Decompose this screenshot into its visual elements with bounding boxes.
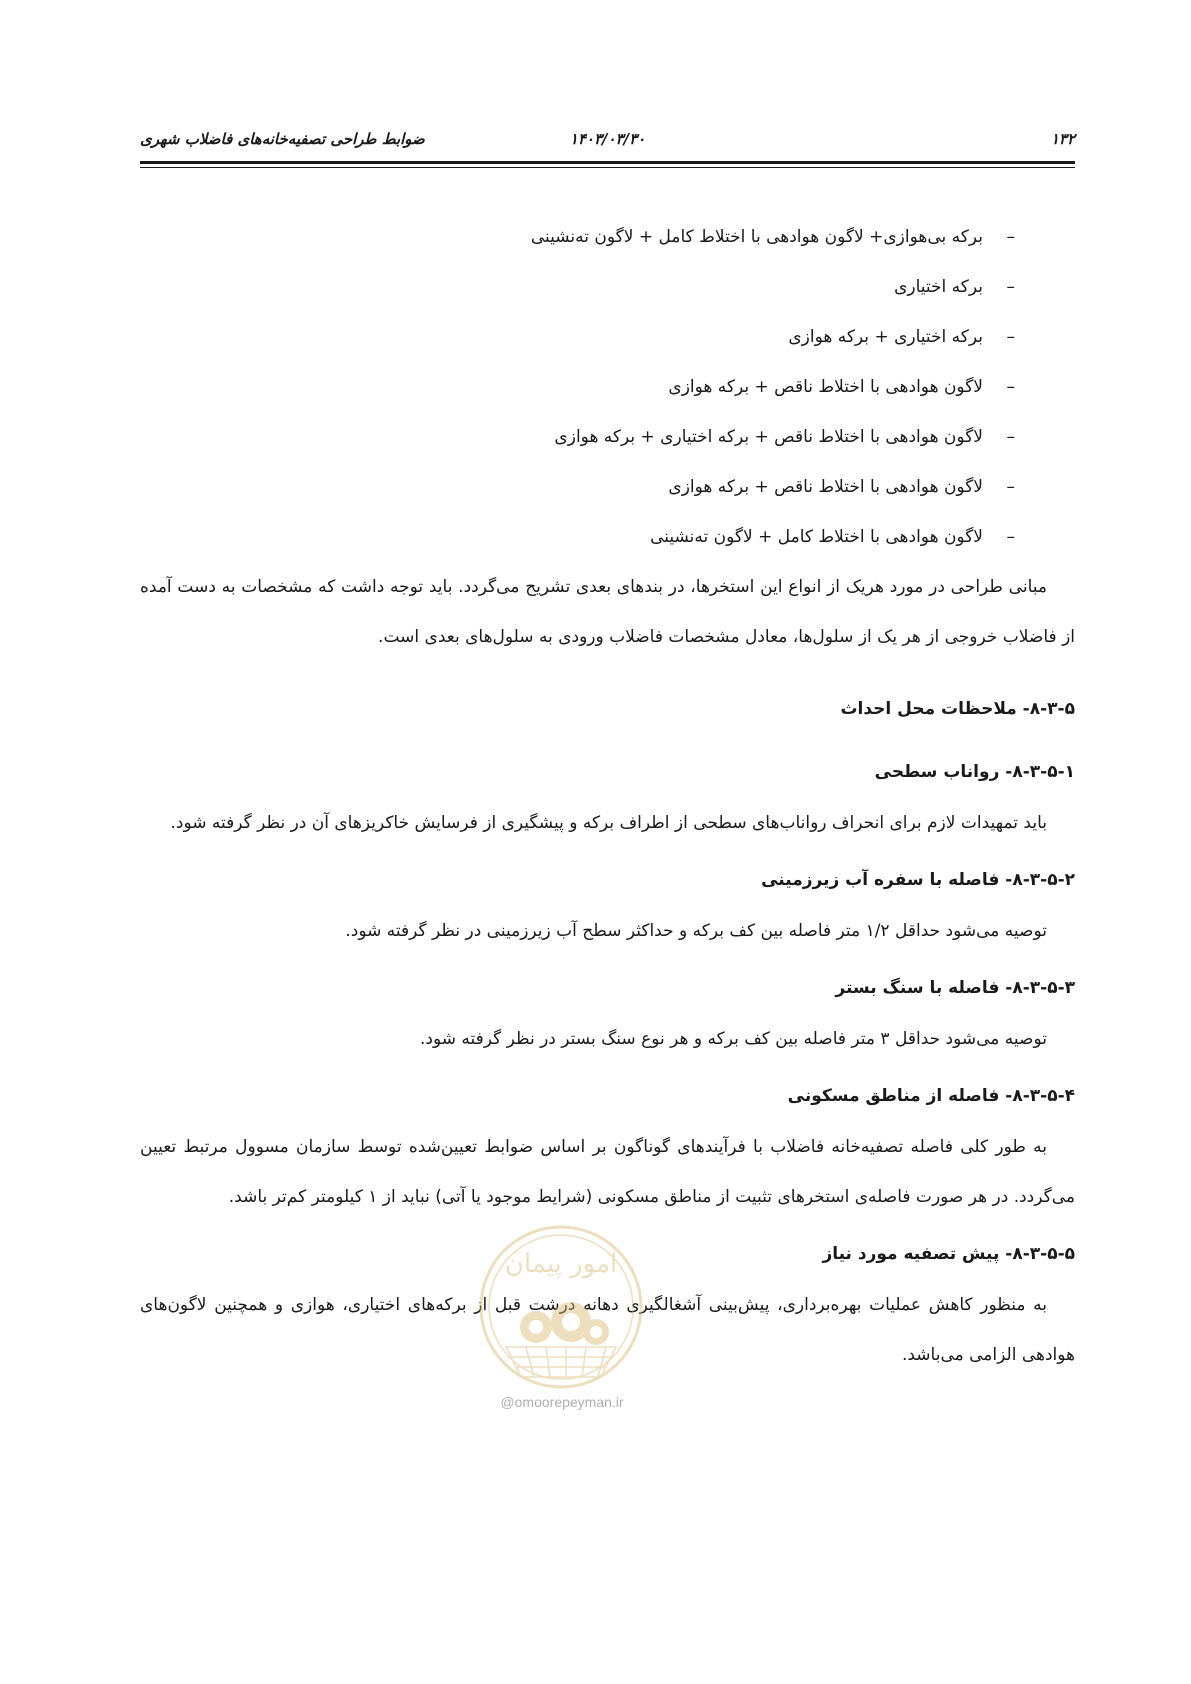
section-heading: ۸-۳-۵- ملاحظات محل احداث <box>840 699 1075 719</box>
list-item-text: برکه اختیاری <box>894 277 983 297</box>
subsection-heading: ۸-۳-۵-۲- فاصله با سفره آب زیرزمینی <box>761 870 1075 890</box>
list-item-text: لاگون هوادهی با اختلاط ناقص + برکه هوازی <box>668 377 983 397</box>
bullet-marker: – <box>1006 227 1015 247</box>
bullet-marker: – <box>1006 277 1015 297</box>
list-item <box>140 212 1075 262</box>
subsection-paragraph: باید تمهیدات لازم برای انحراف رواناب‌های سطحی از اطراف برکه و پیشگیری از فرسایش خاکریزهای آن در نظر گرفته شود. <box>170 813 1047 833</box>
document-body <box>140 212 1075 1380</box>
header-rule-thin <box>140 167 1075 168</box>
header-date: ۱۴۰۳/۰۳/۳۰ <box>569 130 646 148</box>
watermark-logo <box>476 1222 646 1412</box>
bullet-marker: – <box>1006 427 1015 447</box>
list-item-text: لاگون هوادهی با اختلاط ناقص + برکه هوازی <box>668 477 983 497</box>
list-item-text: برکه بی‌هوازی+ لاگون هوادهی با اختلاط کامل + لاگون ته‌نشینی <box>530 227 983 247</box>
list-item-text: برکه اختیاری + برکه هوازی <box>788 327 983 347</box>
watermark-caption: @omoorepeyman.ir <box>500 1394 624 1410</box>
intro-paragraph: مبانی طراحی در مورد هریک از انواع این استخرها، در بندهای بعدی تشریح می‌گردد. باید توجه داشت که مشخصات به دست آمده از فاضلاب خروجی از هر یک از سلول‌ها، معادل مشخصات فاضلاب ورودی به سلول‌های بعدی است. <box>140 577 1075 647</box>
list-item <box>140 262 1075 312</box>
bullet-list <box>140 212 1075 562</box>
list-item <box>140 312 1075 362</box>
subsection-heading: ۸-۳-۵-۴- فاصله از مناطق مسکونی <box>787 1086 1075 1106</box>
list-item <box>140 362 1075 412</box>
watermark-logo-text: امور پیمان <box>504 1249 618 1279</box>
page-number: ۱۳۲ <box>1050 130 1075 148</box>
subsection-heading: ۸-۳-۵-۳- فاصله با سنگ بستر <box>835 978 1075 998</box>
subsection-paragraph: توصیه می‌شود حداقل ۱/۲ متر فاصله بین کف برکه و حداکثر سطح آب زیرزمینی در نظر گرفته شود. <box>345 921 1047 941</box>
header-rule-thick <box>140 161 1075 164</box>
bullet-marker: – <box>1006 477 1015 497</box>
list-item <box>140 462 1075 512</box>
subsection-paragraph: به طور کلی فاصله تصفیه‌خانه فاضلاب با فرآیندهای گوناگون بر اساس ضوابط تعیین‌شده توسط سازمان مسوول مرتبط تعیین می‌گردد. در هر صورت فاصله‌ی استخرهای تثبیت از مناطق مسکونی (شرایط موجود یا آتی) نباید از ۱ کیلومتر کم‌تر باشد. <box>140 1137 1075 1207</box>
list-item-text: لاگون هوادهی با اختلاط کامل + لاگون ته‌نشینی <box>650 527 983 547</box>
subsection-paragraph: توصیه می‌شود حداقل ۳ متر فاصله بین کف برکه و هر نوع سنگ بستر در نظر گرفته شود. <box>419 1029 1047 1049</box>
subsection-heading: ۸-۳-۵-۱- رواناب سطحی <box>874 762 1075 782</box>
list-item-text: لاگون هوادهی با اختلاط ناقص + برکه اختیاری + برکه هوازی <box>554 427 983 447</box>
list-item <box>140 512 1075 562</box>
bullet-marker: – <box>1006 327 1015 347</box>
subsection-paragraph: به منظور کاهش عملیات بهره‌برداری، پیش‌بینی آشغالگیری دهانه درشت قبل از برکه‌های اختیاری، هوازی و همچنین لاگون‌های هوادهی الزامی می‌باشد. <box>140 1295 1075 1365</box>
page-header <box>140 128 1075 158</box>
bullet-marker: – <box>1006 527 1015 547</box>
bullet-marker: – <box>1006 377 1015 397</box>
list-item <box>140 412 1075 462</box>
subsection-heading: ۸-۳-۵-۵- پیش تصفیه مورد نیاز <box>822 1244 1075 1264</box>
document-title: ضوابط طراحی تصفیه‌خانه‌های فاضلاب شهری <box>140 130 425 148</box>
